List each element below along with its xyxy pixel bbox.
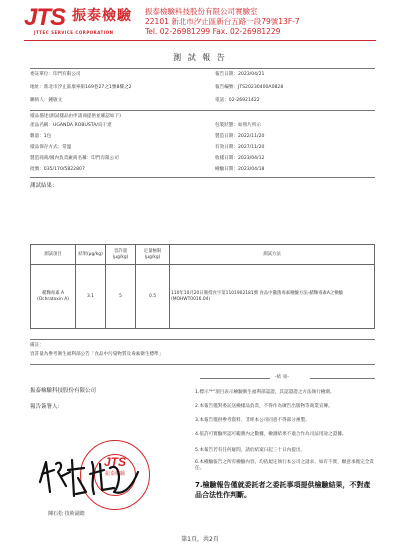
note-3: 3.本報告僅供參考資料，非經本公司同意不得部分複製。 bbox=[195, 418, 310, 423]
cell-loq: 0.5 bbox=[136, 265, 170, 329]
sample-test-date: 檢驗日期：2023/04/18 bbox=[215, 167, 265, 172]
header-divider bbox=[24, 40, 376, 41]
remarks-bottom-rule bbox=[30, 364, 375, 365]
remarks-text: 容許量為參考衛生福利部公告「食品中污染物質及毒素衛生標準」 bbox=[30, 352, 164, 357]
header-limit: 容許量(μg/kg) bbox=[106, 245, 136, 265]
signer-role: 報告簽署人： bbox=[30, 404, 64, 410]
handwritten-signature bbox=[34, 452, 144, 507]
results-header-row bbox=[31, 245, 375, 265]
info-top-rule bbox=[30, 68, 375, 69]
client-address: 地址：新北市汐止區康寧街169巷27之1號8樓之2 bbox=[30, 85, 132, 90]
sample-bottom-rule bbox=[30, 177, 375, 178]
seal-logo-text: JTS bbox=[103, 455, 126, 469]
page-number: 第1頁，共2頁 bbox=[181, 536, 219, 543]
results-table bbox=[30, 244, 375, 329]
note-6: 6.本檢驗報告之所有檢驗內容，均依規定執行本公司之請求，如有不實，願意承擔完全責任。 bbox=[195, 460, 374, 471]
cell-result: 3.1 bbox=[76, 265, 106, 329]
sample-manufacture-date: 製造日期：2022/11/20 bbox=[215, 134, 265, 139]
client-contact: 聯絡人：鍾敏文 bbox=[30, 98, 63, 103]
note-1: 1.標示"*"項目表示檢驗衛生福利部認證，其認證證之方法執行檢測。 bbox=[195, 390, 335, 395]
client-phone: 電話：02-26921422 bbox=[215, 98, 260, 103]
end-rule-right bbox=[310, 378, 375, 379]
sample-batch: 批號：035/170/5822807 bbox=[30, 167, 85, 172]
sample-receipt-date: 收樣日期：2023/04/12 bbox=[215, 156, 265, 161]
note-2: 2.本報告僅對委託送檢樣品負責，不得作為廣告出版物等商業宣傳。 bbox=[195, 404, 333, 409]
report-number: 報告編號：JTS20230400A0828 bbox=[215, 85, 284, 90]
report-date: 報告日期：2023/04/21 bbox=[215, 72, 265, 77]
header-method: 測試方法 bbox=[170, 245, 375, 265]
remarks-top-rule bbox=[30, 339, 375, 340]
seal-chinese-text: 振泰檢驗 bbox=[104, 471, 125, 477]
client-name: 委託單位：印門有限公司 bbox=[30, 72, 81, 77]
sample-product-name: 產品名稱：UGANDA ROBUSTA/烏干達 bbox=[30, 123, 112, 128]
lab-address: 22101 新北市汐止區新台五路一段79號13F-7 bbox=[145, 17, 300, 26]
results-heading: 測試結果： bbox=[30, 183, 58, 189]
note-7: 7.檢驗報告僅就委託者之委託事項提供檢驗結果，不對產品合法性作判斷。 bbox=[195, 481, 371, 499]
header-test-item: 測試項目 bbox=[31, 245, 76, 265]
info-bottom-rule bbox=[30, 110, 375, 111]
note-5: 5.本報告若有任何疑問，請於結案日起三十日內提出。 bbox=[195, 448, 306, 453]
company-logo bbox=[24, 6, 136, 38]
signer-company: 振泰檢驗科技股份有限公司 bbox=[30, 388, 97, 394]
logo-english-text: JTTEC SERVICE CORPORATION bbox=[34, 30, 114, 35]
header-loq: 定量極限(μg/kg) bbox=[136, 245, 170, 265]
note-4: 4.依許可實驗所認可範圍內之數據，檢測結果不適合作為司法用途之證據。 bbox=[195, 432, 347, 437]
sample-manufacturer: 製造商商/國內負責廠商名稱：印門有限公司 bbox=[30, 156, 119, 161]
header-result: 結果(μg/kg) bbox=[76, 245, 106, 265]
sample-section-label: 樣品描述(測試樣品由申請商提供並確認如下) bbox=[30, 114, 121, 119]
table-row bbox=[31, 265, 375, 329]
logo-chinese-text: 振泰檢驗 bbox=[72, 8, 132, 24]
signer-printed-name: 陳石松 技術副總 bbox=[48, 511, 85, 517]
end-marker: -結 束- bbox=[275, 375, 289, 380]
sample-quantity: 數量：1包 bbox=[30, 134, 52, 139]
sample-storage: 樣品保存方式：常溫 bbox=[30, 145, 72, 150]
document-title: 測 試 報 告 bbox=[173, 53, 227, 62]
remarks-label: 備註： bbox=[30, 343, 44, 348]
cell-test-item: 赭麴毒素 A (Ochratoxin A) bbox=[31, 265, 76, 329]
lab-phone-fax: Tel. 02-26981299 Fax. 02-26981229 bbox=[145, 27, 281, 36]
cell-method: 110年10月20日衛授食字第1101902181號 食品中黴菌毒素檢驗方法-赭麴毒素A之檢驗(MOHWT0016.04) bbox=[170, 265, 375, 329]
end-rule-left bbox=[200, 378, 270, 379]
cell-limit: 5 bbox=[106, 265, 136, 329]
logo-jts-text: JTS bbox=[24, 4, 66, 31]
sample-expiry-date: 有效日期：2027/11/20 bbox=[215, 145, 265, 150]
sample-packaging: 包裝狀態：如照片所示 bbox=[215, 123, 261, 128]
lab-name: 振泰檢驗科技股份有限公司實驗室 bbox=[145, 7, 258, 16]
